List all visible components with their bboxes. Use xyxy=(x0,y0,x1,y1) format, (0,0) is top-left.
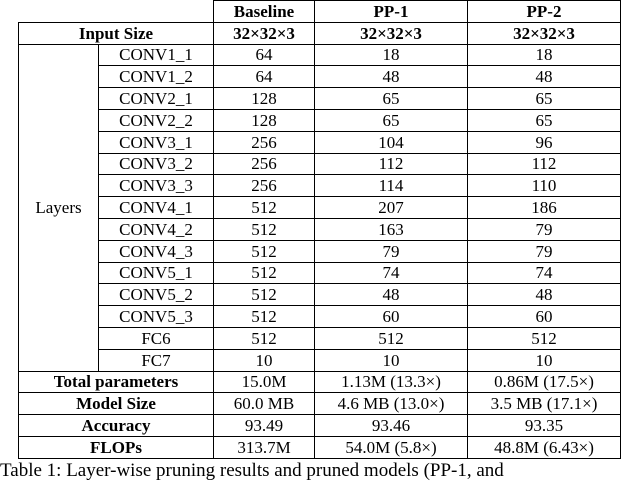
layer-value-pp1: 512 xyxy=(315,327,468,349)
layer-value-baseline: 64 xyxy=(214,66,315,88)
layer-value-baseline: 512 xyxy=(214,284,315,306)
input-size-pp2: 32×32×3 xyxy=(468,22,621,44)
table-row xyxy=(19,44,621,66)
table-caption: Table 1: Layer-wise pruning results and pruned models (PP-1, and xyxy=(0,460,504,481)
layer-value-pp2: 10 xyxy=(468,349,621,371)
summary-value-pp1: 93.46 xyxy=(315,415,468,437)
layer-value-pp2: 112 xyxy=(468,153,621,175)
layer-value-pp1: 60 xyxy=(315,306,468,328)
summary-label: Accuracy xyxy=(19,415,214,437)
layer-name: CONV5_1 xyxy=(99,262,214,284)
layer-name: CONV4_1 xyxy=(99,197,214,219)
layer-name: CONV1_2 xyxy=(99,66,214,88)
summary-value-baseline: 93.49 xyxy=(214,415,315,437)
layer-name: CONV5_2 xyxy=(99,284,214,306)
layer-value-pp2: 48 xyxy=(468,66,621,88)
table-row xyxy=(19,66,621,88)
header-pp2: PP-2 xyxy=(468,1,621,23)
table-row xyxy=(19,262,621,284)
table-row xyxy=(19,109,621,131)
layer-value-pp1: 65 xyxy=(315,109,468,131)
layer-value-pp2: 65 xyxy=(468,109,621,131)
layer-value-pp1: 114 xyxy=(315,175,468,197)
input-size-baseline: 32×32×3 xyxy=(214,22,315,44)
summary-value-pp1: 54.0M (5.8×) xyxy=(315,436,468,458)
summary-value-baseline: 15.0M xyxy=(214,371,315,393)
layer-value-pp1: 207 xyxy=(315,197,468,219)
layer-value-baseline: 512 xyxy=(214,306,315,328)
summary-value-pp1: 1.13M (13.3×) xyxy=(315,371,468,393)
summary-row xyxy=(19,393,621,415)
layer-value-baseline: 256 xyxy=(214,153,315,175)
table-row xyxy=(19,284,621,306)
layer-value-pp2: 60 xyxy=(468,306,621,328)
layer-value-pp2: 79 xyxy=(468,240,621,262)
layer-value-baseline: 512 xyxy=(214,262,315,284)
header-pp1: PP-1 xyxy=(315,1,468,23)
layer-value-pp1: 163 xyxy=(315,218,468,240)
table-row xyxy=(19,240,621,262)
layer-value-pp1: 104 xyxy=(315,131,468,153)
summary-rows xyxy=(19,371,621,458)
summary-row xyxy=(19,371,621,393)
header-baseline: Baseline xyxy=(214,1,315,23)
table-row xyxy=(19,175,621,197)
layers-label: Layers xyxy=(19,44,99,371)
summary-value-pp2: 93.35 xyxy=(468,415,621,437)
layer-value-baseline: 256 xyxy=(214,131,315,153)
layer-value-pp1: 18 xyxy=(315,44,468,66)
table-row xyxy=(19,131,621,153)
table-row xyxy=(19,327,621,349)
layer-value-pp2: 74 xyxy=(468,262,621,284)
summary-label: FLOPs xyxy=(19,436,214,458)
layer-value-pp2: 110 xyxy=(468,175,621,197)
layer-value-pp2: 79 xyxy=(468,218,621,240)
layer-value-pp1: 112 xyxy=(315,153,468,175)
layer-name: CONV4_2 xyxy=(99,218,214,240)
layer-name: FC6 xyxy=(99,327,214,349)
summary-value-pp2: 48.8M (6.43×) xyxy=(468,436,621,458)
layer-value-baseline: 128 xyxy=(214,109,315,131)
layer-name: CONV5_3 xyxy=(99,306,214,328)
table-row xyxy=(19,197,621,219)
table-row xyxy=(19,88,621,110)
results-table xyxy=(18,0,621,459)
layer-name: CONV3_1 xyxy=(99,131,214,153)
table-row xyxy=(19,349,621,371)
summary-row xyxy=(19,415,621,437)
summary-value-pp1: 4.6 MB (13.0×) xyxy=(315,393,468,415)
layer-value-pp2: 512 xyxy=(468,327,621,349)
layer-name: CONV1_1 xyxy=(99,44,214,66)
summary-value-baseline: 313.7M xyxy=(214,436,315,458)
layer-name: CONV3_2 xyxy=(99,153,214,175)
layer-name: FC7 xyxy=(99,349,214,371)
table-row xyxy=(19,218,621,240)
empty-corner-cell xyxy=(19,1,214,23)
layer-value-pp2: 48 xyxy=(468,284,621,306)
layer-name: CONV2_2 xyxy=(99,109,214,131)
header-row xyxy=(19,1,621,23)
summary-label: Model Size xyxy=(19,393,214,415)
layer-value-baseline: 256 xyxy=(214,175,315,197)
layer-value-pp1: 74 xyxy=(315,262,468,284)
layer-name: CONV3_3 xyxy=(99,175,214,197)
layer-value-baseline: 512 xyxy=(214,218,315,240)
summary-value-baseline: 60.0 MB xyxy=(214,393,315,415)
layer-value-pp2: 186 xyxy=(468,197,621,219)
layer-rows xyxy=(19,44,621,371)
layer-value-pp2: 65 xyxy=(468,88,621,110)
summary-label: Total parameters xyxy=(19,371,214,393)
layer-value-pp1: 10 xyxy=(315,349,468,371)
layer-value-baseline: 512 xyxy=(214,240,315,262)
layer-value-pp1: 65 xyxy=(315,88,468,110)
layer-name: CONV2_1 xyxy=(99,88,214,110)
layer-value-pp1: 48 xyxy=(315,66,468,88)
layer-value-pp2: 18 xyxy=(468,44,621,66)
summary-value-pp2: 3.5 MB (17.1×) xyxy=(468,393,621,415)
table-row xyxy=(19,306,621,328)
layer-value-baseline: 512 xyxy=(214,327,315,349)
input-size-pp1: 32×32×3 xyxy=(315,22,468,44)
input-size-row xyxy=(19,22,621,44)
summary-row xyxy=(19,436,621,458)
layer-value-baseline: 512 xyxy=(214,197,315,219)
layer-value-baseline: 128 xyxy=(214,88,315,110)
layer-value-pp1: 79 xyxy=(315,240,468,262)
layer-value-pp1: 48 xyxy=(315,284,468,306)
layer-value-pp2: 96 xyxy=(468,131,621,153)
layer-value-baseline: 64 xyxy=(214,44,315,66)
layer-name: CONV4_3 xyxy=(99,240,214,262)
summary-value-pp2: 0.86M (17.5×) xyxy=(468,371,621,393)
layer-value-baseline: 10 xyxy=(214,349,315,371)
input-size-label: Input Size xyxy=(19,22,214,44)
table-row xyxy=(19,153,621,175)
